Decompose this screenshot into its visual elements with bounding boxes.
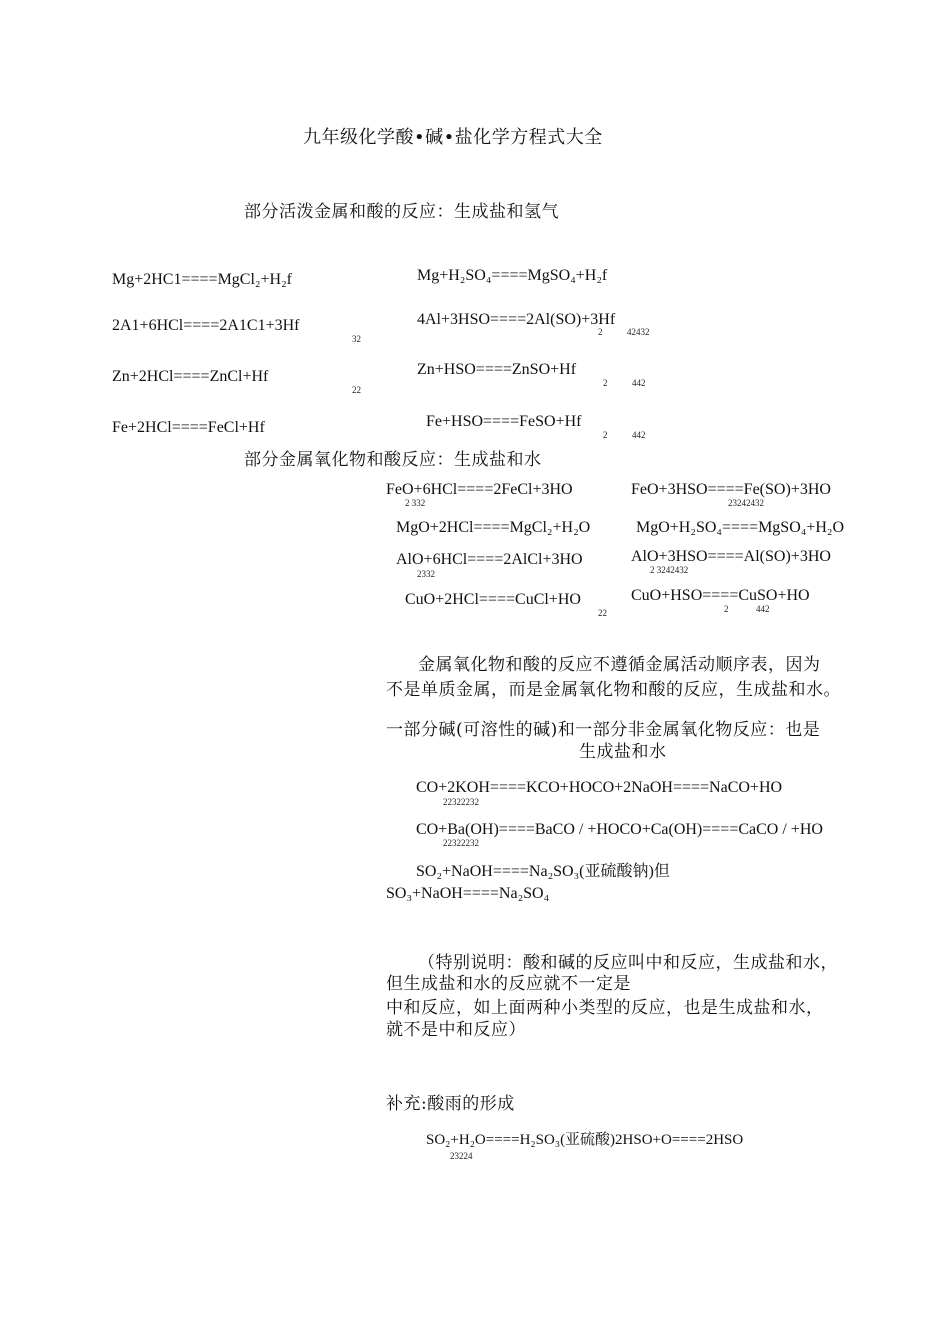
equation-line: Fe+2HCl====FeCl+Hf [112, 419, 265, 436]
equation-subscript-row: 442 [632, 430, 646, 440]
section-heading-active-metals-acids: 部分活泼金属和酸的反应：生成盐和氢气 [244, 202, 559, 222]
supplement-heading: 补充:酸雨的形成 [386, 1094, 515, 1114]
note-paragraph-line: 但生成盐和水的反应就不一定是 [386, 974, 631, 994]
note-paragraph-line: 就不是中和反应） [386, 1020, 526, 1040]
equation-subscript-row: 2332 [417, 569, 435, 579]
equation-line: SO₃+NaOH====Na₂SO₄ [386, 885, 550, 902]
equation-line: Mg+H₂SO₄====MgSO₄+H₂f [417, 267, 608, 284]
equation-line: SO₂+NaOH====Na₂SO₃(亚硫酸钠)但 [416, 863, 670, 880]
equation-subscript-row: 22 [352, 385, 361, 395]
equation-line: Mg+2HC1====MgCl₂+H₂f [112, 271, 292, 288]
equation-subscript-row: 442 [632, 378, 646, 388]
equation-line: SO₂+H₂O====H₂SO₃(亚硫酸)2HSO+O====2HSO [426, 1132, 744, 1148]
equation-line: CuO+2HCl====CuCl+HO [405, 591, 581, 608]
section-heading-bases-nonmetal-oxides: 一部分碱(可溶性的碱)和一部分非金属氧化物反应：也是 [386, 720, 821, 740]
equation-line: AlO+3HSO====Al(SO)+3HO [631, 548, 831, 565]
equation-line: Fe+HSO====FeSO+Hf [426, 413, 582, 430]
equation-subscript-row: 2 [603, 430, 608, 440]
equation-subscript-row: 2 332 [405, 498, 426, 508]
equation-line: FeO+3HSO====Fe(SO)+3HO [631, 481, 831, 498]
section-heading-metal-oxides-acids: 部分金属氧化物和酸反应：生成盐和水 [244, 450, 542, 470]
equation-subscript-row: 23242432 [728, 498, 764, 508]
equation-subscript-row: 442 [756, 604, 770, 614]
equation-subscript-row: 2 [598, 327, 603, 337]
page-title: 九年级化学酸•碱•盐化学方程式大全 [303, 127, 603, 148]
equation-subscript-row: 2 [603, 378, 608, 388]
equation-subscript-row: 32 [352, 334, 361, 344]
note-paragraph-line: 金属氧化物和酸的反应不遵循金属活动顺序表，因为 [418, 655, 821, 675]
section-heading-bases-nonmetal-oxides-cont: 生成盐和水 [579, 742, 667, 762]
equation-subscript-row: 2 3242432 [650, 565, 689, 575]
equation-line: 2A1+6HCl====2A1C1+3Hf [112, 317, 300, 334]
equation-subscript-row: 22 [598, 608, 607, 618]
equation-line: MgO+H₂SO₄====MgSO₄+H₂O [636, 519, 845, 536]
equation-subscript-row: 22322232 [443, 838, 479, 848]
equation-line: AlO+6HCl====2AlCl+3HO [396, 551, 583, 568]
equation-line: CuO+HSO====CuSO+HO [631, 587, 810, 604]
equation-line: FeO+6HCl====2FeCl+3HO [386, 481, 573, 498]
note-paragraph-line: （特别说明：酸和碱的反应叫中和反应，生成盐和水， [418, 953, 838, 973]
equation-line: CO+Ba(OH)====BaCO / +HOCO+Ca(OH)====CaCO / +HO [416, 821, 823, 838]
equation-line: Zn+HSO====ZnSO+Hf [417, 361, 577, 378]
equation-line: Zn+2HCl====ZnCl+Hf [112, 368, 269, 385]
equation-subscript-row: 42432 [627, 327, 650, 337]
equation-subscript-row: 2 [724, 604, 729, 614]
note-paragraph-line: 中和反应，如上面两种小类型的反应，也是生成盐和水， [386, 998, 824, 1018]
equation-subscript-row: 22322232 [443, 797, 479, 807]
equation-line: 4Al+3HSO====2Al(SO)+3Hf [417, 311, 616, 328]
equation-subscript-row: 23224 [450, 1151, 473, 1161]
note-paragraph-line: 不是单质金属，而是金属氧化物和酸的反应，生成盐和水。 [386, 680, 841, 700]
equation-line: CO+2KOH====KCO+HOCO+2NaOH====NaCO+HO [416, 779, 783, 796]
equation-line: MgO+2HCl====MgCl₂+H₂O [396, 519, 591, 536]
